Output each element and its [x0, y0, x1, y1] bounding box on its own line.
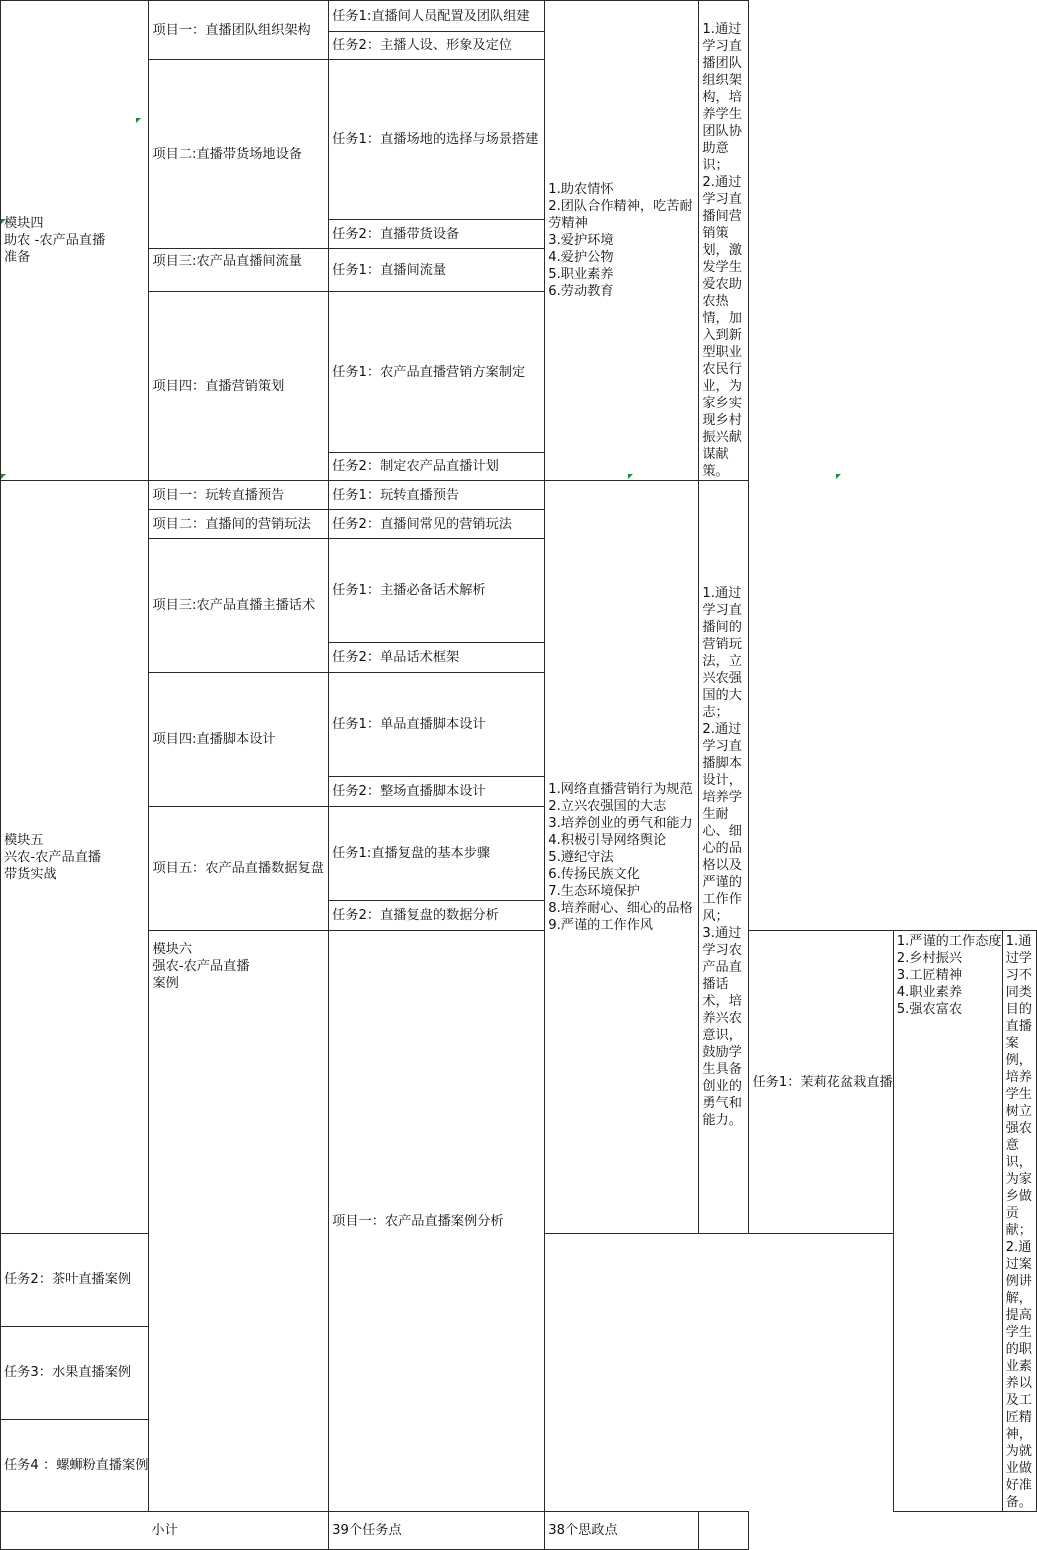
summary-values[interactable]: 38个思政点 [545, 1512, 699, 1550]
goal-item: 1.通过学习直播团队组织架构，培养学生团队协助意识； [702, 22, 742, 173]
table-row [1, 539, 1037, 643]
value-item: 5.职业素养 [548, 267, 614, 282]
table-row [1, 292, 1037, 453]
project-cell[interactable]: 项目二:直播带货场地设备 [149, 60, 329, 249]
table-row [1, 1, 1037, 32]
value-item: 2.乡村振兴 [896, 951, 963, 967]
table-row [1, 60, 1037, 220]
project-cell[interactable]: 项目一：农产品直播案例分析 [329, 931, 545, 1512]
task-cell[interactable]: 任务1：茉莉花盆栽直播 [749, 931, 893, 1234]
task-cell[interactable]: 任务2：直播带货设备 [329, 220, 545, 249]
summary-tasks[interactable]: 39个任务点 [329, 1512, 545, 1550]
table-row [1, 249, 1037, 292]
values-cell[interactable] [893, 931, 1002, 1512]
cell-marker-icon [1, 474, 6, 479]
module-title-line: 模块四 [4, 216, 44, 231]
goals-cell[interactable] [1002, 931, 1036, 1512]
task-cell[interactable]: 任务3：水果直播案例 [1, 1326, 149, 1419]
value-item: 6.传扬民族文化 [548, 866, 640, 882]
project-cell[interactable]: 项目三:农产品直播主播话术 [149, 539, 329, 673]
value-item: 1.网络直播营销行为规范 [548, 781, 693, 797]
cell-marker-icon [136, 118, 141, 123]
module-title-line: 模块五 [4, 832, 44, 848]
goal-item: 3.通过学习农产品直播话术，培养兴农意识，鼓励学生具备创业的勇气和能力。 [702, 926, 742, 1129]
values-cell[interactable] [545, 1, 699, 481]
module-title-line: 准备 [4, 250, 31, 265]
task-cell[interactable]: 任务2：单品话术框架 [329, 642, 545, 672]
task-cell[interactable]: 任务2：直播间常见的营销玩法 [329, 510, 545, 539]
values-cell[interactable] [545, 481, 699, 1234]
project-cell[interactable]: 项目二：直播间的营销玩法 [149, 510, 329, 539]
table-row [1, 481, 1037, 510]
summary-row [1, 1512, 1037, 1550]
cell-marker-icon [628, 474, 633, 479]
cell-marker-icon [1, 219, 6, 224]
goals-cell[interactable] [699, 1, 749, 481]
value-item: 5.遵纪守法 [548, 849, 614, 865]
value-item: 3.工匠精神 [896, 968, 963, 984]
table-row [1, 806, 1037, 901]
task-cell[interactable]: 任务1:直播复盘的基本步骤 [329, 806, 545, 901]
value-item: 4.职业素养 [896, 985, 963, 1001]
right-edge [1033, 0, 1037, 631]
module-title-line: 模块六 [152, 942, 193, 958]
project-cell[interactable]: 项目一：直播团队组织架构 [149, 1, 329, 60]
value-item: 2.立兴农强国的大志 [548, 798, 667, 814]
value-item: 1.严谨的工作态度 [896, 934, 1002, 950]
project-cell[interactable]: 项目三:农产品直播间流量 [149, 249, 329, 292]
project-cell[interactable]: 项目一：玩转直播预告 [149, 481, 329, 510]
goal-item: 2.通过学习直播脚本设计，培养学生耐心、细心的品格以及严谨的工作作风； [702, 722, 742, 925]
task-cell[interactable]: 任务1：单品直播脚本设计 [329, 672, 545, 776]
value-item: 2.团队合作精神，吃苦耐劳精神 [548, 199, 693, 231]
task-cell[interactable]: 任务1：直播场地的选择与场景搭建 [329, 60, 545, 220]
module-cell[interactable] [1, 481, 149, 1234]
value-item: 6.劳动教育 [548, 284, 614, 299]
module-title-line: 强农-农产品直播 [152, 959, 250, 975]
module-cell[interactable] [1, 1, 149, 481]
cell-marker-icon [836, 474, 841, 479]
task-cell[interactable]: 任务2：制定农产品直播计划 [329, 453, 545, 481]
summary-goals[interactable] [699, 1512, 749, 1550]
value-item: 7.生态环境保护 [548, 883, 640, 899]
goal-item: 1.通过学习直播间的营销玩法，立兴农强国的大志； [702, 586, 742, 721]
task-cell[interactable]: 任务1：农产品直播营销方案制定 [329, 292, 545, 453]
task-cell[interactable]: 任务1：主播必备话术解析 [329, 539, 545, 643]
module-title-line: 案例 [152, 976, 179, 992]
value-item: 4.爱护公物 [548, 250, 614, 265]
table-row [1, 510, 1037, 539]
value-item: 3.爱护环境 [548, 233, 614, 248]
goal-item: 1.通过学习不同类目的直播案例，培养学生树立强农意识，为家乡做贡献； [1005, 934, 1032, 1239]
task-cell[interactable]: 任务2：整场直播脚本设计 [329, 776, 545, 806]
goal-item: 2.通过学习直播间营销策划，激发学生爱农助农热情，加入到新型职业农民行业，为家乡实现乡村振兴献谋献策。 [702, 175, 742, 479]
goal-item: 2.通过案例讲解，提高学生的职业素养以及工匠精神，为就业做好准备。 [1005, 1240, 1032, 1511]
project-cell[interactable]: 项目四:直播脚本设计 [149, 672, 329, 806]
table-row [1, 672, 1037, 776]
value-item: 5.强农富农 [896, 1002, 963, 1018]
task-cell[interactable]: 任务1:直播间人员配置及团队组建 [329, 1, 545, 32]
task-cell[interactable]: 任务2：主播人设、形象及定位 [329, 32, 545, 60]
value-item: 1.助农情怀 [548, 182, 614, 197]
module-title-line: 带货实战 [4, 866, 57, 882]
value-item: 4.积极引导网络舆论 [548, 832, 667, 848]
value-item: 8.培养耐心、细心的品格 [548, 900, 693, 916]
module-title-line: 兴农-农产品直播 [4, 849, 102, 865]
module-cell[interactable] [149, 931, 329, 1512]
summary-label[interactable]: 小计 [1, 1512, 329, 1550]
goals-cell[interactable] [699, 481, 749, 1234]
value-item: 9.严谨的工作作风 [548, 917, 654, 933]
project-cell[interactable]: 项目四：直播营销策划 [149, 292, 329, 481]
task-cell[interactable]: 任务1：直播间流量 [329, 249, 545, 292]
project-cell[interactable]: 项目五：农产品直播数据复盘 [149, 806, 329, 931]
table-row [1, 931, 1037, 1234]
module-title-line: 助农 -农产品直播 [4, 233, 106, 248]
value-item: 3.培养创业的勇气和能力 [548, 815, 693, 831]
task-cell[interactable]: 任务2：茶叶直播案例 [1, 1234, 149, 1327]
task-cell[interactable]: 任务2：直播复盘的数据分析 [329, 901, 545, 931]
task-cell[interactable]: 任务1：玩转直播预告 [329, 481, 545, 510]
task-cell[interactable]: 任务4 ：螺蛳粉直播案例 [1, 1419, 149, 1512]
